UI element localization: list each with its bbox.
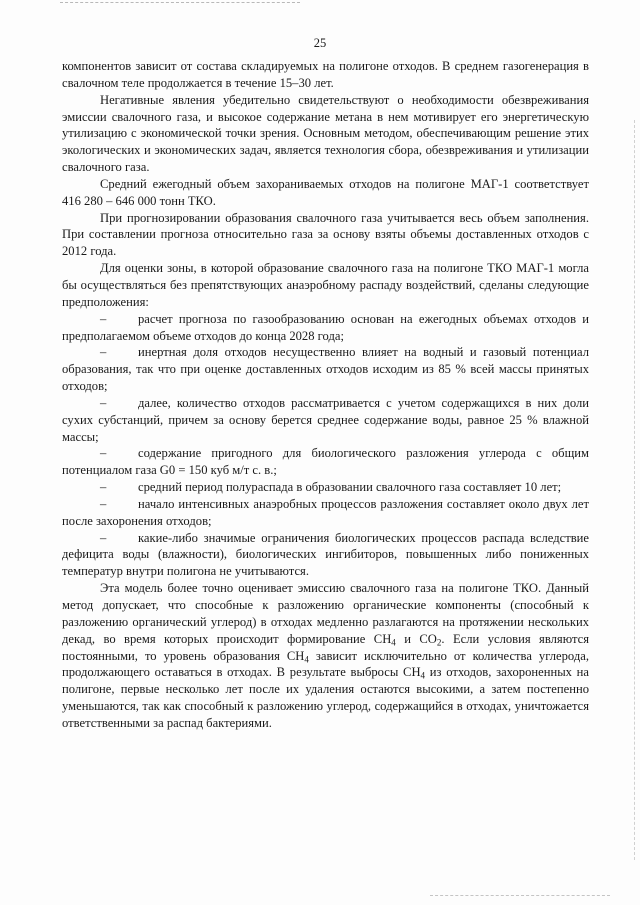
paragraph-4: При прогнозировании образования свалочного газа учитывается весь объем заполнения. При составлении прогноза относительно газа за основу взяты объемы доставленных отходов с 2012 года. (62, 210, 589, 259)
list-item: – содержание пригодного для биологического разложения углерода с общим потенциалом газа G0 = 150 куб м/т с. в.; (62, 446, 589, 478)
paragraph-6: Эта модель более точно оценивает эмиссию свалочного газа на полигоне ТКО. Данный метод допускает, что способные к разложению органические компоненты (способный к разложению органический углерод) в отходах медленно разлагаются на протяжении нескольких декад, во время которых происходит формирование $CH_4$ и $CO_2$. Если условия являются постоянными, то уровень образования $CH_4$ зависит исключительно от количества углерода, продолжающего оставаться в отходах. В результате выбросы $CH_4$ из отходов, захороненных на полигоне, первые несколько лет после их удаления остаются высокими, а затем постепенно уменьшаются, так как способный к разложению углерод, содержащийся в отходах, уничтожается ответственными за распад бактериями. (62, 581, 589, 730)
list-item: – далее, количество отходов рассматривается с учетом содержащихся в них доли сухих субстанций, причем за основу берется среднее содержание воды, равное 25 % влажной массы; (62, 395, 589, 444)
list-item: – начало интенсивных анаэробных процессов разложения составляет около двух лет после захоронения отходов; (62, 496, 589, 528)
paragraph-3: Средний ежегодный объем захораниваемых отходов на полигоне МАГ-1 соответствует 416 280 – 646 000 тонн ТКО. (62, 176, 589, 208)
scan-artifact-top (60, 2, 300, 4)
list-item: – инертная доля отходов несущественно влияет на водный и газовый потенциал образования, так что при оценке доставленных отходов исходим из 85 % всей массы принятых отходов; (62, 345, 589, 394)
list-item: – средний период полураспада в образовании свалочного газа составляет 10 лет; (100, 480, 562, 495)
paragraph-1: компонентов зависит от состава складируемых на полигоне отходов. В среднем газогенерация в свалочном теле продолжается в течение 15–30 лет. (62, 59, 589, 90)
assumptions-list (62, 311, 589, 581)
paragraph-2: Негативные явления убедительно свидетельствуют о необходимости обезвреживания эмиссии свалочного газа, и высокое содержание метана в нем мотивирует его энергетическую утилизацию с экономической точки зрения. Основным методом, обеспечивающим решение этих экологических и экономических задач, является технология сбора, обезвреживания и утилизации свалочного газа. (62, 92, 589, 175)
document-body (62, 58, 589, 732)
paragraph-5: Для оценки зоны, в которой образование свалочного газа на полигоне ТКО МАГ-1 могла бы осуществляться без препятствующих анаэробному распаду воздействий, сделаны следующие предположения: (62, 261, 589, 309)
scan-artifact-edge (634, 120, 636, 860)
list-item: – расчет прогноза по газообразованию основан на ежегодных объемах отходов и предполагаемом объеме отходов до конца 2028 года; (62, 311, 589, 343)
scan-artifact-bottom (430, 895, 610, 897)
list-item: – какие-либо значимые ограничения биологических процессов распада вследствие дефицита воды (влажности), биологических ингибиторов, повышенных либо пониженных температур внутри полигона не учитываются. (62, 530, 589, 579)
page-number: 25 (313, 36, 327, 50)
